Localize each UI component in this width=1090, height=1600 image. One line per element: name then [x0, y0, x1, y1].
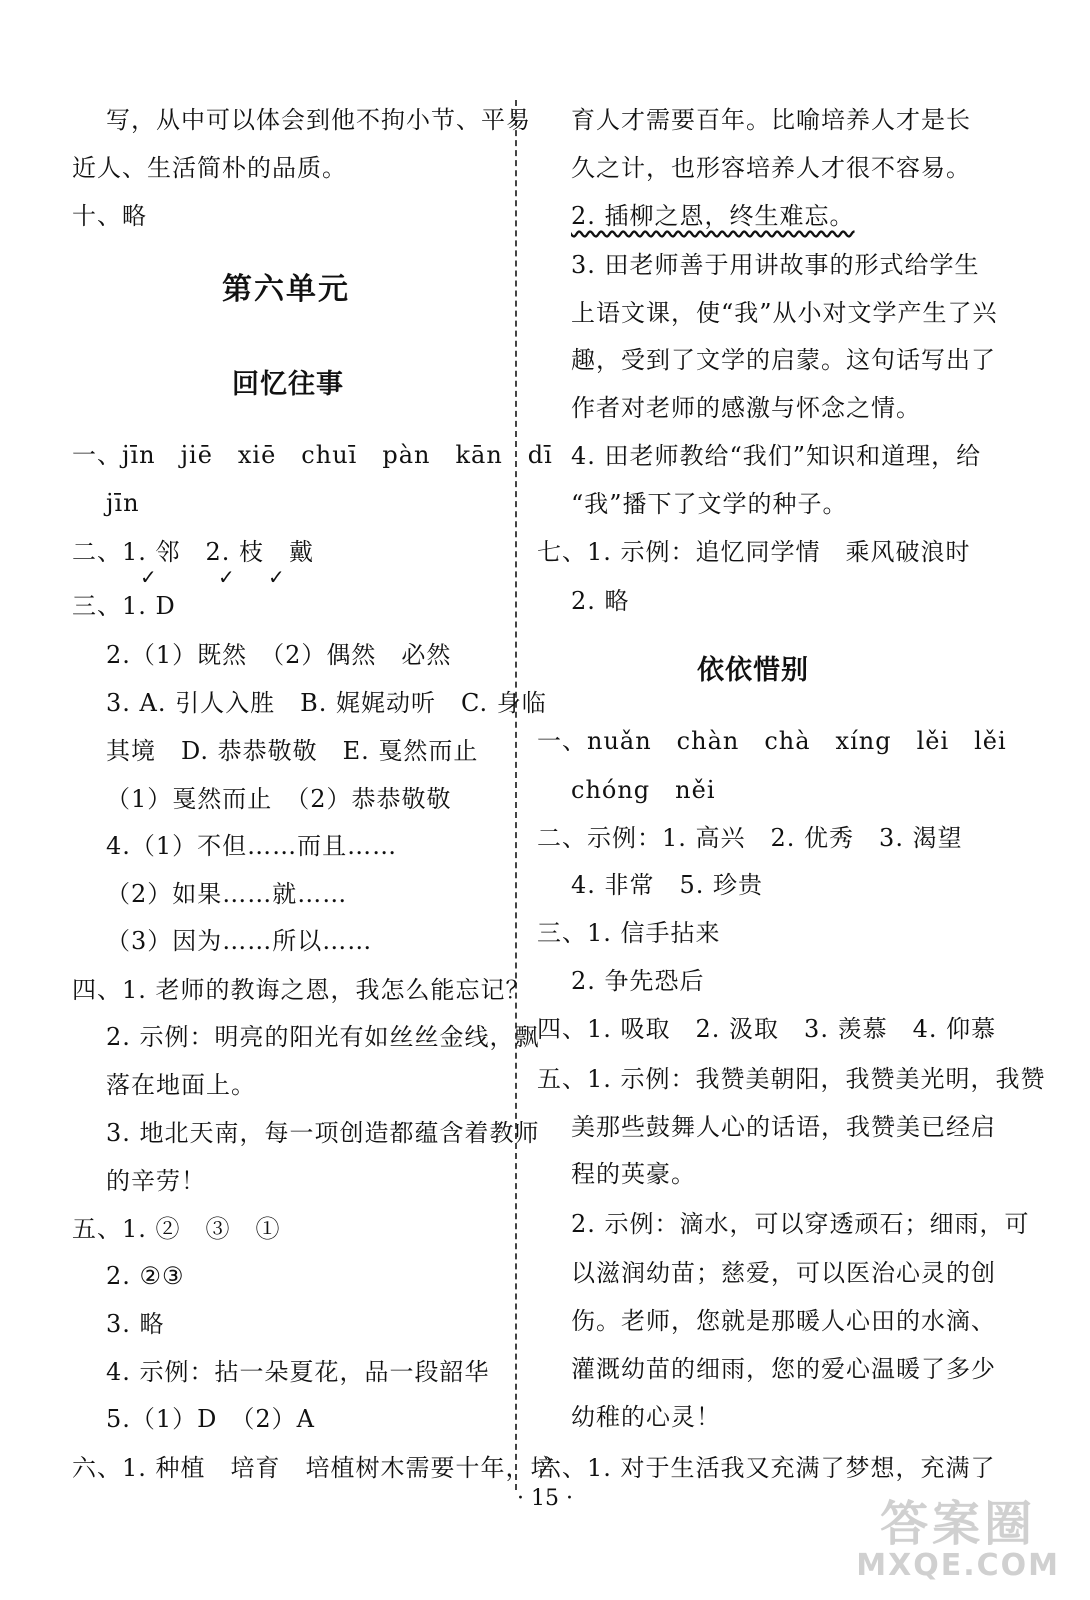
check-mark-icon: ✓ [268, 565, 285, 589]
text-line: 的辛劳！ [106, 1167, 206, 1195]
text-line: 4. 非常 5. 珍贵 [571, 871, 764, 899]
text-line: 3. 田老师善于用讲故事的形式给学生 [571, 251, 980, 279]
text-line: 美那些鼓舞人心的话语，我赞美已经启 [571, 1113, 996, 1141]
text-line: 四、1. 老师的教诲之恩，我怎么能忘记？ [72, 976, 531, 1004]
text-line: 3. 略 [106, 1310, 165, 1338]
text-line: 灌溉幼苗的细雨，您的爱心温暖了多少 [571, 1355, 996, 1383]
text-line: 5.（1）D （2）A [106, 1405, 316, 1433]
text-line: 久之计，也形容培养人才很不容易。 [571, 154, 971, 182]
text-line: 一、jīn jiē xiē chuī pàn kān dī [72, 441, 553, 469]
text-line: 四、1. 吸取 2. 汲取 3. 羡慕 4. 仰慕 [537, 1015, 997, 1043]
text-line: （2）如果……就…… [106, 880, 348, 908]
text-line: （1）戛然而止 （2）恭恭敬敬 [106, 785, 452, 813]
text-line: （3）因为……所以…… [106, 927, 373, 955]
text-line: 4.（1）不但……而且…… [106, 832, 398, 860]
lesson-heading: 依依惜别 [697, 655, 809, 686]
text-line: 二、示例：1. 高兴 2. 优秀 3. 渴望 [537, 824, 963, 852]
text-line: 三、1. 信手拈来 [537, 919, 721, 947]
text-line: 三、1. D [72, 592, 176, 620]
text-line: 育人才需要百年。比喻培养人才是长 [571, 106, 971, 134]
text-line: 十、略 [72, 202, 147, 230]
watermark [856, 1498, 1060, 1582]
text-line: 上语文课，使“我”从小对文学产生了兴 [571, 299, 998, 327]
unit-heading: 第六单元 [222, 272, 350, 307]
text-line: 幼稚的心灵！ [571, 1403, 721, 1431]
text-line: 程的英豪。 [571, 1160, 696, 1188]
text-line: 二、1. 邻 2. 枝 戴 [72, 538, 315, 566]
text-line: 近人、生活简朴的品质。 [72, 154, 347, 182]
text-line: 2. 示例：明亮的阳光有如丝丝金线，飘 [106, 1023, 540, 1051]
text-line: 2. ②③ [106, 1262, 185, 1290]
text-line: 六、1. 对于生活我又充满了梦想，充满了 [537, 1454, 996, 1482]
text-line: 伤。老师，您就是那暖人心田的水滴、 [571, 1307, 996, 1335]
text-line: 2. 示例：滴水，可以穿透顽石；细雨，可 [571, 1210, 1030, 1238]
text-line: 其境 D. 恭恭敬敬 E. 戛然而止 [106, 737, 479, 765]
text-line: 2. 略 [571, 587, 630, 615]
text-line: chóng něi [571, 776, 716, 804]
text-line: jīn [106, 489, 140, 517]
text-line: 4. 示例：拈一朵夏花，品一段韶华 [106, 1358, 490, 1386]
text-line: “我”播下了文学的种子。 [571, 490, 848, 518]
text-line: 落在地面上。 [106, 1071, 256, 1099]
column-divider [515, 100, 517, 1490]
text-line: 2. 插柳之恩，终生难忘。 [571, 202, 855, 230]
text-line: 作者对老师的感激与怀念之情。 [571, 394, 921, 422]
check-mark-icon: ✓ [218, 565, 235, 589]
watermark-logo: 答案圈 [880, 1496, 1037, 1552]
text-line: 3. A. 引人入胜 B. 娓娓动听 C. 身临 [106, 689, 547, 717]
text-line: 六、1. 种植 培育 培植树木需要十年，培 [72, 1454, 556, 1482]
text-line: 七、1. 示例：追忆同学情 乘风破浪时 [537, 538, 971, 566]
text-line: 趣，受到了文学的启蒙。这句话写出了 [571, 346, 996, 374]
text-line: 4. 田老师教给“我们”知识和道理，给 [571, 442, 982, 470]
text-line: 五、1. 示例：我赞美朝阳，我赞美光明，我赞 [537, 1065, 1046, 1093]
check-mark-icon: ✓ [140, 565, 157, 589]
text-line: 写，从中可以体会到他不拘小节、平易 [106, 106, 531, 134]
lesson-heading: 回忆往事 [232, 369, 344, 400]
text-line: 3. 地北天南，每一项创造都蕴含着教师 [106, 1119, 540, 1147]
text-line: 以滋润幼苗；慈爱，可以医治心灵的创 [571, 1259, 996, 1287]
watermark-url: MXQE.COM [856, 1548, 1060, 1583]
text-line: 2.（1）既然 （2）偶然 必然 [106, 641, 452, 669]
text-line: 五、1. ② ③ ① [72, 1215, 281, 1243]
text-line: 一、nuǎn chàn chà xíng lěi lěi [537, 727, 1007, 755]
page-number: · 15 · [517, 1486, 573, 1511]
text-line: 2. 争先恐后 [571, 967, 705, 995]
